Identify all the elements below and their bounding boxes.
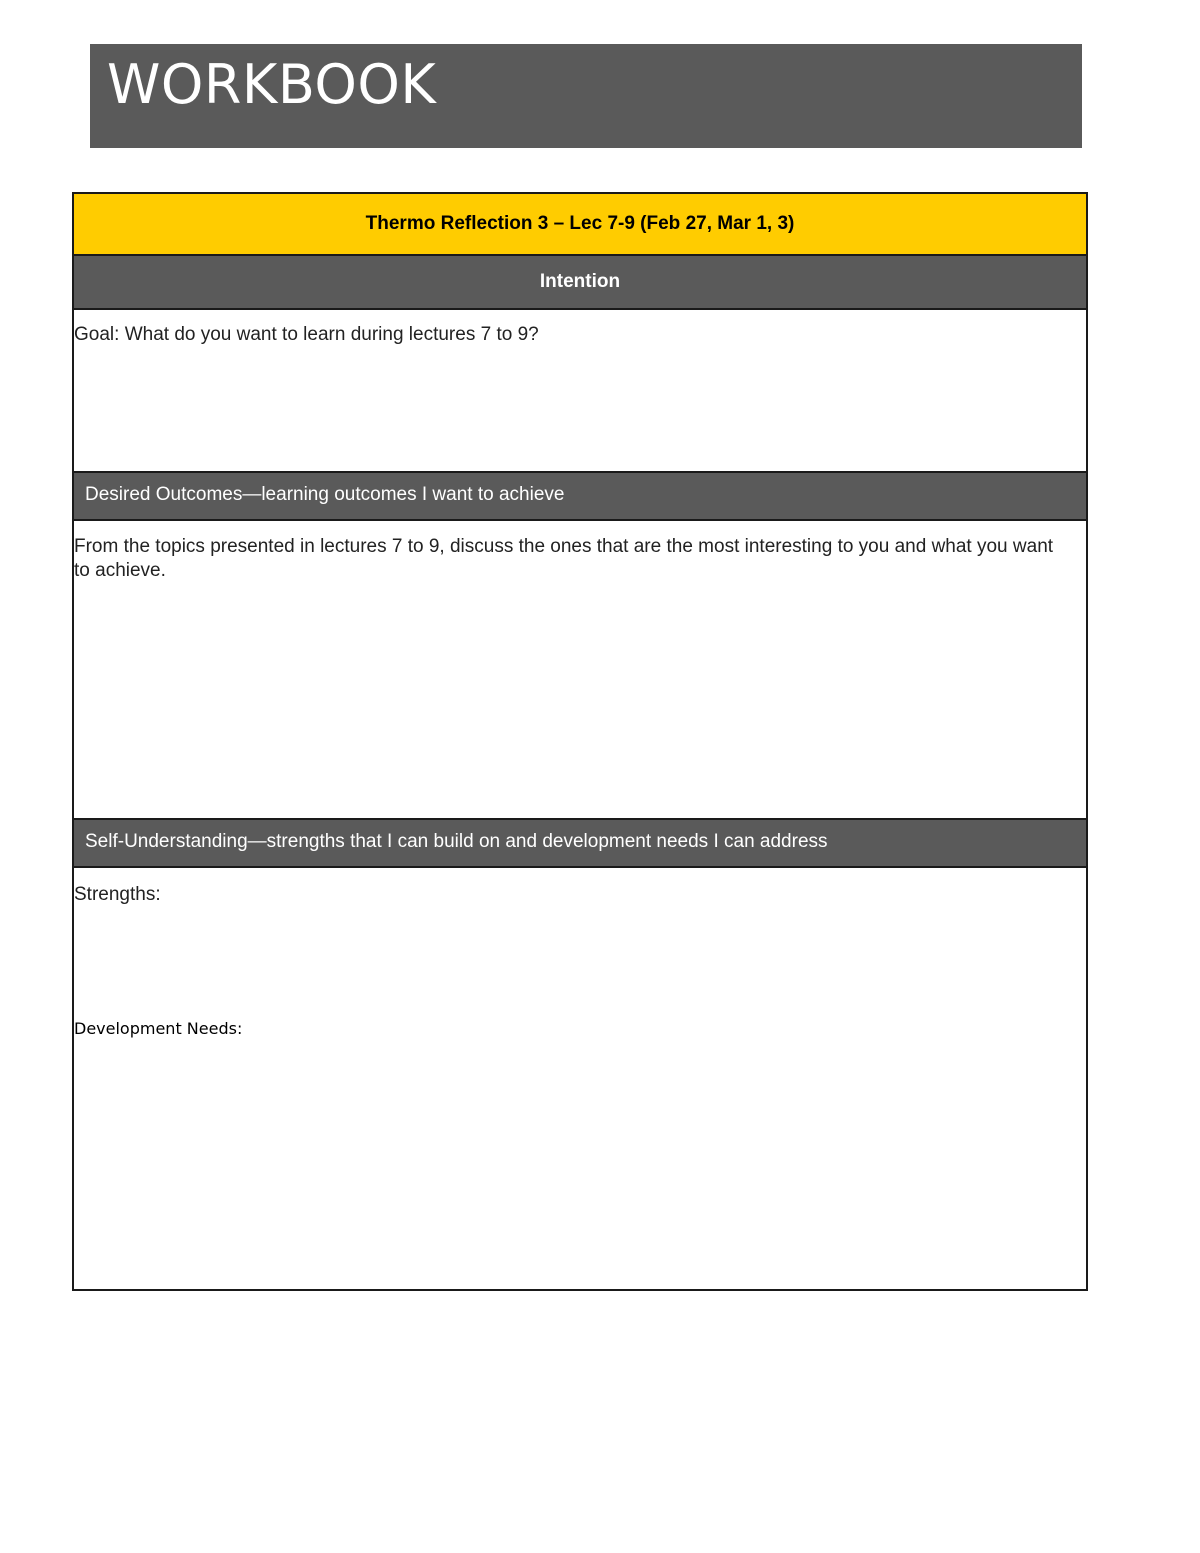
self-understanding-header: Self-Understanding—strengths that I can build on and development needs I can address	[74, 818, 1086, 868]
worksheet-title: Thermo Reflection 3 – Lec 7-9 (Feb 27, Mar 1, 3)	[74, 194, 1086, 256]
workbook-banner	[90, 44, 1082, 148]
development-needs-label: Development Needs:	[74, 1019, 243, 1038]
intention-header: Intention	[74, 256, 1086, 310]
banner-title: WORKBOOK	[107, 53, 437, 116]
reflection-worksheet	[72, 192, 1088, 1291]
strengths-label: Strengths:	[74, 884, 161, 905]
desired-outcomes-header: Desired Outcomes—learning outcomes I want to achieve	[74, 471, 1086, 521]
outcomes-prompt: From the topics presented in lectures 7 to 9, discuss the ones that are the most interesting to you and what you want to achieve.	[74, 536, 1054, 581]
goal-prompt: Goal: What do you want to learn during lectures 7 to 9?	[74, 324, 539, 345]
